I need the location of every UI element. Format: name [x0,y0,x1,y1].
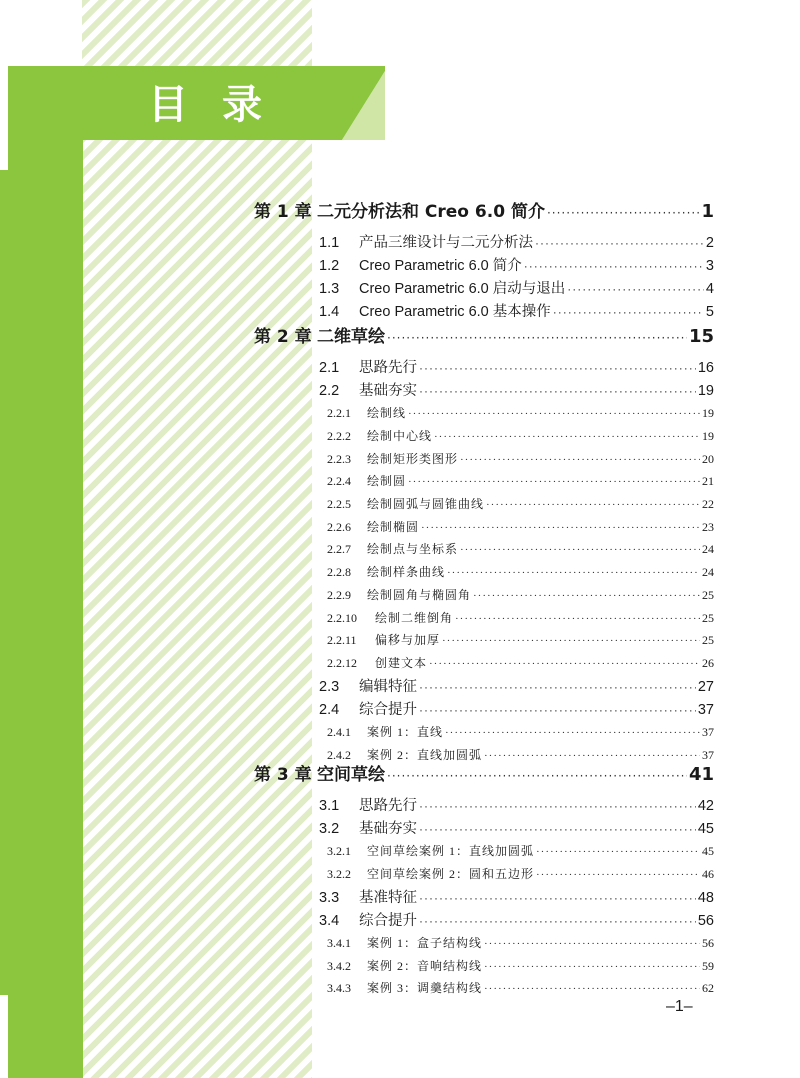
toc-section[interactable] [319,300,714,321]
dot-leader [434,431,700,443]
toc-section-number: 3.1 [319,798,340,814]
dot-leader [429,658,700,670]
toc-section-page: 19 [697,383,714,400]
toc-subsection-number: 2.2.12 [327,655,357,670]
toc-subsection[interactable] [327,842,714,859]
dot-leader [524,259,704,273]
dot-leader [484,938,700,950]
toc-subsection[interactable] [327,540,714,557]
toc-section[interactable] [319,231,714,252]
dot-leader [536,846,700,858]
toc-section[interactable] [319,698,714,719]
left-accent-bar [0,170,8,995]
toc-subsection[interactable] [327,957,714,974]
toc-section-title: 思路先行 [359,360,417,376]
toc-section-title: 编辑特征 [359,678,417,695]
toc-subsection-title: 空间草绘案例 2：圆和五边形 [367,866,535,881]
toc-section[interactable] [319,817,714,838]
toc-subsection-title: 绘制矩形类图形 [367,451,459,466]
toc-chapter-title: 空间草绘 [317,765,385,785]
toc-subsection-page: 59 [702,958,714,973]
dot-leader [419,384,696,398]
toc-subsection[interactable] [327,934,714,951]
toc-section-page: 42 [697,798,714,814]
toc-subsection-page: 22 [702,497,714,511]
toc-subsection-page: 56 [702,935,714,950]
dot-leader [419,799,696,813]
toc-subsection-title: 绘制圆 [367,474,407,489]
toc-subsection-title: 偏移与加厚 [375,633,441,648]
toc-subsection-number: 2.2.3 [327,451,351,466]
toc-section-title: 综合提升 [359,701,417,718]
toc-subsection[interactable] [327,631,714,648]
toc-section-number: 1.4 [319,304,340,321]
toc-section-page: 48 [697,889,714,906]
toc-chapter-page: 15 [688,326,714,347]
toc-subsection-number: 2.2.2 [327,428,351,443]
toc-section[interactable] [319,277,714,298]
toc-section[interactable] [319,794,714,815]
toc-subsection-title: 空间草绘案例 1：直线加圆弧 [367,844,535,859]
toc-subsection[interactable] [327,427,714,444]
toc-section-number: 1.2 [319,258,340,275]
dot-leader [387,331,687,345]
toc-subsection-number: 2.4.2 [327,747,351,762]
toc-subsection-page: 45 [702,844,714,859]
page-number: –1– [666,998,693,1015]
toc-subsection-number: 3.4.1 [327,935,351,950]
toc-subsection-number: 3.2.1 [327,844,351,859]
toc-section-page: 5 [705,304,714,321]
toc-subsection-title: 绘制中心线 [367,428,433,443]
toc-subsection-number: 2.2.7 [327,542,351,557]
dot-leader [419,361,696,375]
dot-leader [445,727,700,739]
toc-section-page: 2 [705,235,714,251]
toc-subsection-title: 案例 1：直线 [367,724,444,739]
toc-chapter-number: 第 1 章 [254,202,312,222]
dot-leader [387,769,687,783]
dot-leader [419,914,696,928]
dot-leader [408,408,700,420]
toc-subsection-title: 绘制二维倒角 [375,610,454,625]
striped-band [82,0,312,1078]
toc-section-number: 2.1 [319,360,340,376]
toc-subsection-page: 20 [702,451,714,466]
dot-leader [484,961,700,973]
toc-section-number: 2.2 [319,383,340,400]
dot-leader [547,206,700,220]
dot-leader [536,869,700,881]
toc-subsection-number: 2.2.8 [327,565,351,580]
toc-section[interactable] [319,675,714,696]
toc-section-title: 思路先行 [359,798,417,814]
toc-subsection[interactable] [327,450,714,467]
toc-subsection-page: 62 [702,981,714,996]
toc-section-page: 4 [705,281,714,298]
toc-chapter-title: 二维草绘 [317,327,385,347]
toc-section-page: 45 [697,821,714,838]
toc-section[interactable] [319,254,714,275]
toc-section-number: 3.2 [319,821,340,838]
dot-leader [486,499,700,511]
toc-section-title: Creo Parametric 6.0 基本操作 [359,304,551,321]
toc-section-title: 基础夯实 [359,383,417,400]
dot-leader [460,454,700,466]
toc-section-title: 基准特征 [359,889,417,906]
toc-subsection-number: 2.4.1 [327,724,351,739]
toc-chapter[interactable] [254,197,714,222]
toc-section-number: 2.4 [319,701,340,718]
dot-leader [419,891,696,905]
toc-subsection-page: 25 [702,633,714,648]
toc-section[interactable] [319,356,714,377]
toc-subsection-number: 3.4.2 [327,958,351,973]
toc-subsection[interactable] [327,495,714,512]
page-title: 目录 [148,82,296,128]
toc-chapter-page: 41 [688,764,714,785]
dot-leader [419,680,696,694]
toc-subsection-number: 2.2.1 [327,406,351,421]
toc-section-title: Creo Parametric 6.0 简介 [359,258,522,275]
toc-section-number: 3.3 [319,889,340,906]
toc-subsection[interactable] [327,609,714,626]
toc-subsection-number: 3.2.2 [327,866,351,881]
toc-subsection-title: 绘制椭圆 [367,519,420,534]
toc-section[interactable] [319,886,714,907]
dot-leader [419,703,696,717]
dot-leader [553,305,704,319]
toc-subsection-page: 23 [702,519,714,534]
green-band [8,66,83,1078]
toc-section-title: Creo Parametric 6.0 启动与退出 [359,281,566,298]
dot-leader [484,983,700,995]
toc-subsection-number: 2.2.9 [327,587,351,602]
toc-section-number: 1.1 [319,235,340,251]
toc-subsection-page: 37 [702,724,714,739]
dot-leader [421,522,700,534]
toc-section[interactable] [319,379,714,400]
dot-leader [447,567,700,579]
toc-chapter-number: 第 3 章 [254,765,312,785]
toc-subsection-number: 2.2.5 [327,497,351,511]
toc-subsection-title: 绘制线 [367,406,407,421]
toc-section-page: 16 [697,360,714,376]
dot-leader [455,613,700,625]
toc-subsection-page: 24 [702,565,714,580]
toc-subsection-title: 创建文本 [375,655,428,670]
toc-section-title: 基础夯实 [359,821,417,838]
dot-leader [419,822,696,836]
dot-leader [473,590,700,602]
toc-section-number: 2.3 [319,678,340,695]
toc-subsection-title: 绘制点与坐标系 [367,542,459,557]
toc-subsection[interactable] [327,586,714,603]
dot-leader [535,236,704,250]
toc-subsection[interactable] [327,518,714,535]
dot-leader [442,635,700,647]
toc-subsection-title: 案例 2：音响结构线 [367,958,483,973]
toc-chapter[interactable] [254,760,714,785]
toc-subsection[interactable] [327,563,714,580]
toc-section-page: 37 [697,701,714,718]
toc-section[interactable] [319,909,714,930]
toc-subsection-title: 案例 2：直线加圆弧 [367,747,483,762]
toc-subsection[interactable] [327,472,714,489]
toc-subsection-page: 25 [702,610,714,625]
toc-subsection-title: 绘制圆角与椭圆角 [367,587,472,602]
toc-section-number: 3.4 [319,912,340,929]
toc-chapter-title: 二元分析法和 Creo 6.0 简介 [317,202,545,222]
toc-subsection-number: 2.2.10 [327,610,357,625]
toc-subsection-page: 37 [702,747,714,762]
toc-section-page: 56 [697,912,714,929]
toc-section-number: 1.3 [319,281,340,298]
toc-section-title: 综合提升 [359,912,417,929]
toc-subsection-number: 2.2.11 [327,633,357,648]
toc-section-page: 3 [705,258,714,275]
toc-chapter-number: 第 2 章 [254,327,312,347]
toc-subsection-page: 46 [702,866,714,881]
toc-subsection-page: 19 [702,406,714,421]
toc-chapter-page: 1 [701,201,714,222]
toc-subsection-number: 3.4.3 [327,981,351,996]
toc-subsection[interactable] [327,979,714,996]
dot-leader [460,544,700,556]
toc-subsection-page: 21 [702,474,714,489]
toc-subsection-title: 案例 3：调羹结构线 [367,981,483,996]
toc-subsection[interactable] [327,404,714,421]
toc-chapter[interactable] [254,322,714,347]
toc-subsection-title: 绘制圆弧与圆锥曲线 [367,497,485,511]
toc-subsection-page: 24 [702,542,714,557]
toc-subsection-title: 绘制样条曲线 [367,565,446,580]
toc-subsection-number: 2.2.4 [327,474,351,489]
toc-subsection-page: 25 [702,587,714,602]
toc-subsection[interactable] [327,654,714,671]
toc-section-page: 27 [697,678,714,695]
toc-subsection-number: 2.2.6 [327,519,351,534]
toc-subsection-page: 26 [702,655,714,670]
toc-subsection-page: 19 [702,428,714,443]
toc-subsection[interactable] [327,865,714,882]
toc-subsection-title: 案例 1：盒子结构线 [367,935,483,950]
dot-leader [408,476,700,488]
dot-leader [567,282,704,296]
toc-subsection[interactable] [327,723,714,740]
toc-section-title: 产品三维设计与二元分析法 [359,235,533,251]
